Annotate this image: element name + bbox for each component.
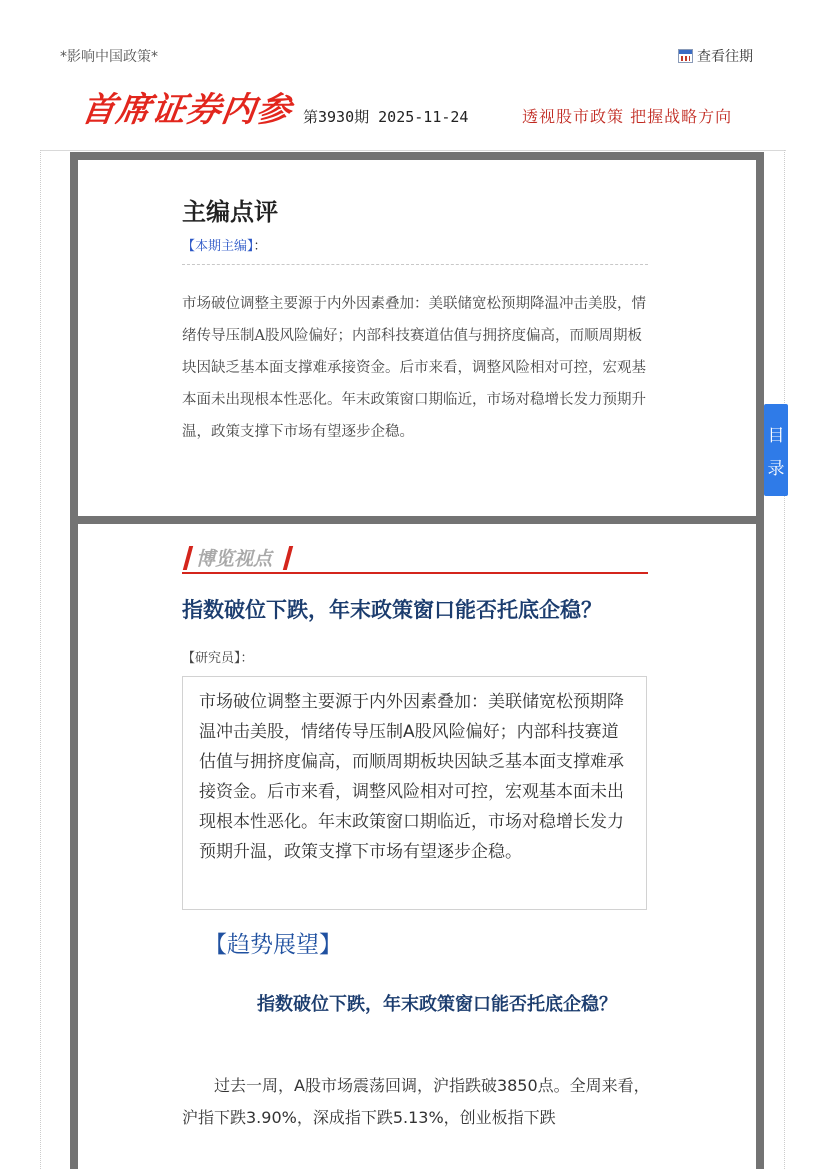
section-banner [182,542,648,574]
researcher-line: 【研究员】： [182,651,254,666]
archive-link[interactable] [678,46,753,66]
banner-text: 博览视点 [196,548,273,570]
banner-bar-left [183,546,193,570]
body-paragraph: 过去一周，A股市场震荡回调，沪指跌破3850点。全周来看，沪指下跌3.90%，深成指下跌5.13%，创业板指下跌 [182,1076,650,1127]
trend-heading: 【趋势展望】 [204,932,342,958]
summary-box [182,676,647,910]
calendar-icon [678,49,693,63]
editorial-divider [182,264,648,265]
article-title[interactable]: 指数破位下跌，年末政策窗口能否托底企稳？ [182,598,602,622]
slogan: 透视股市政策 把握战略方向 [522,107,733,126]
banner-bar-right [283,546,293,570]
header-divider [40,150,786,151]
editorial-title: 主编点评 [182,198,278,226]
toc-label-1: 目 [767,426,785,446]
toc-label-2: 录 [767,459,785,479]
logo: 首席证券内参 [78,90,295,130]
top-tag: *影响中国政策* [60,49,158,65]
editorial-body: 市场破位调整主要源于内外因素叠加：美联储宽松预期降温冲击美股，情绪传导压制A股风险偏好；内部科技赛道估值与拥挤度偏高，而顺周期板块因缺乏基本面支撑难承接资金。后市来看，调整风险相对可控，宏观基本面未出现根本性恶化。年末政策窗口期临近，市场对稳增长发力预期升温，政策支撑下市场有望逐步企稳。 [182,296,646,440]
left-guide [40,150,42,1169]
editor-label: 【本期主编】 [182,239,254,254]
toc-button[interactable] [764,404,788,496]
sub-title: 指数破位下跌，年末政策窗口能否托底企稳？ [257,994,617,1015]
archive-label: 查看往期 [697,49,753,65]
editor-colon: ： [253,239,267,254]
summary-text: 市场破位调整主要源于内外因素叠加：美联储宽松预期降温冲击美股，情绪传导压制A股风险偏好；内部科技赛道估值与拥挤度偏高，而顺周期板块因缺乏基本面支撑难承接资金。后市来看，调整风险相对可控，宏观基本面未出现根本性恶化。年末政策窗口期临近，市场对稳增长发力预期升温，政策支撑下市场有望逐步企稳。 [199,692,624,862]
issue-line: 第3930期 2025-11-24 [303,108,469,126]
right-guide [784,150,786,1169]
editor-line [182,235,267,254]
